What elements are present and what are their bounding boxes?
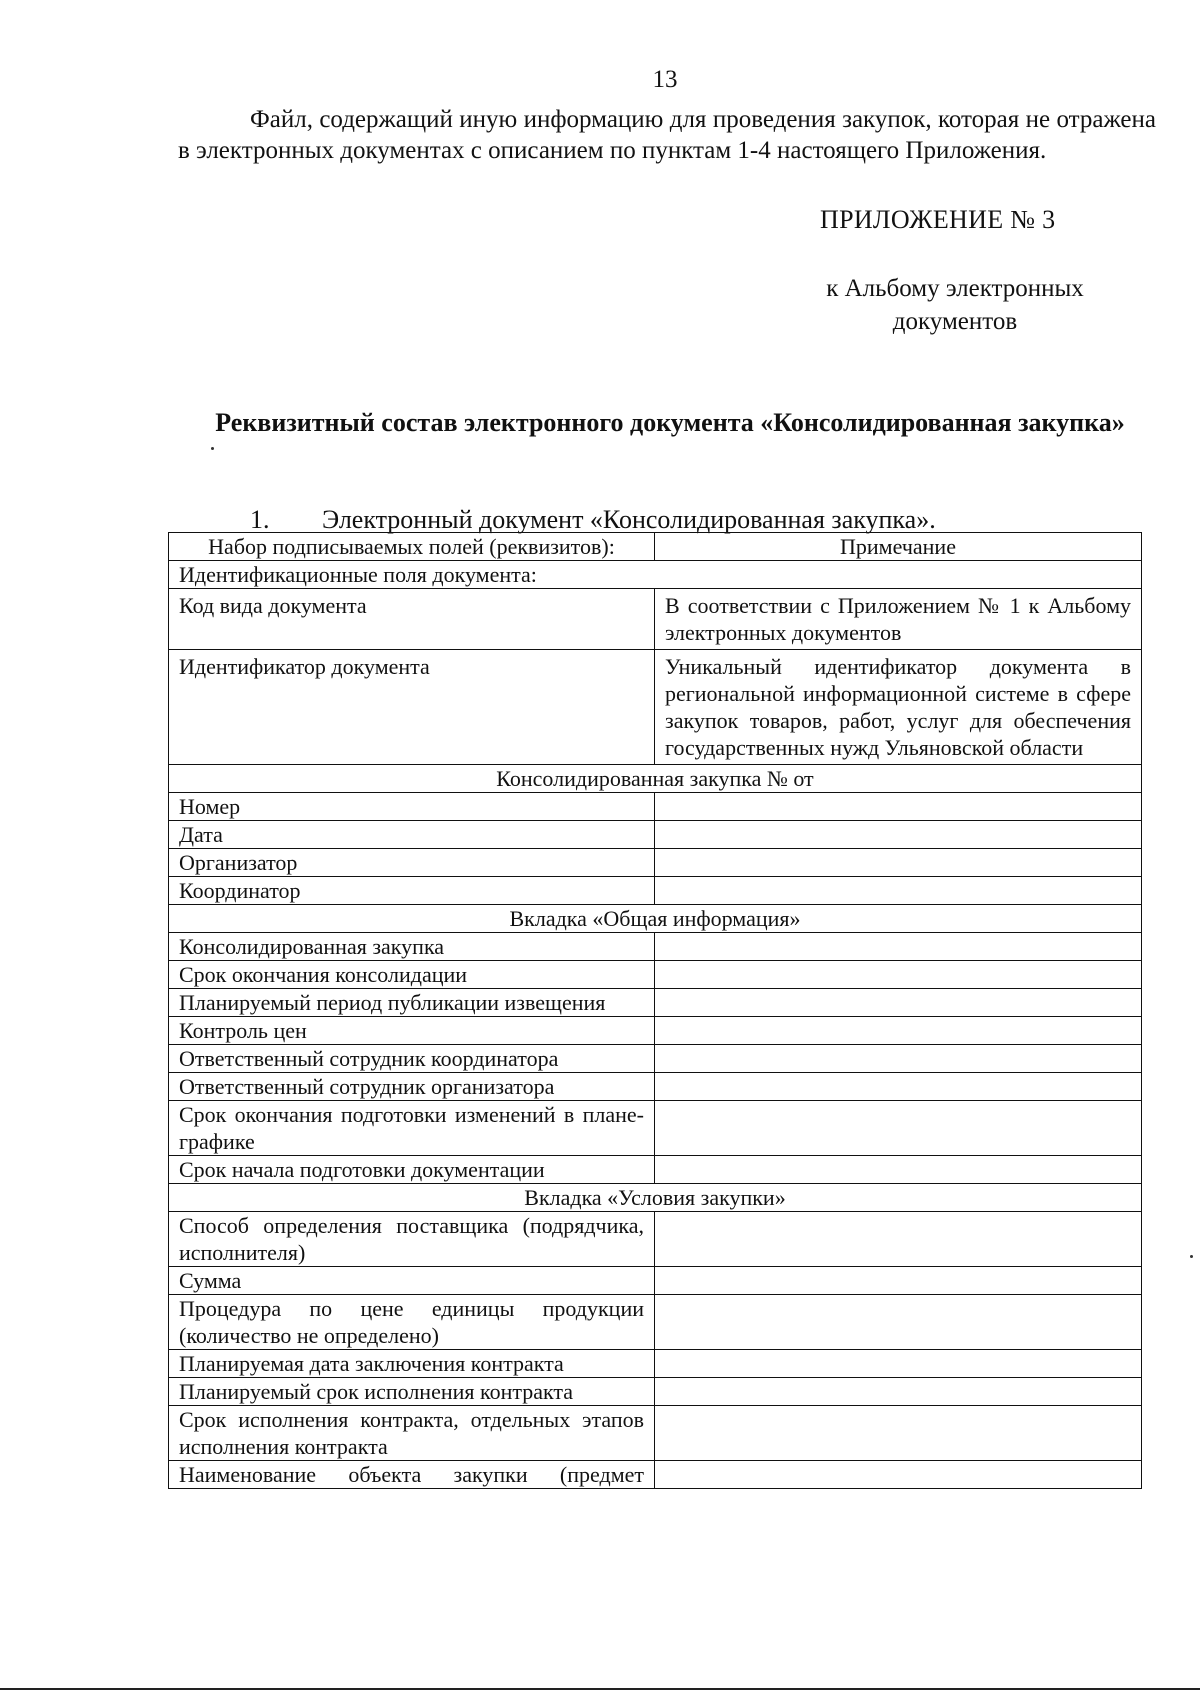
table-row [169,961,1142,989]
page-number: 13 [652,66,678,93]
note-cell [655,1406,1142,1461]
table-row [169,933,1142,961]
note-cell [655,849,1142,877]
field-cell: Срок исполнения контракта, отдельных этапов исполнения контракта [169,1406,655,1461]
field-cell: Номер [169,793,655,821]
field-cell: Планируемая дата заключения контракта [169,1350,655,1378]
note-cell [655,1212,1142,1267]
field-cell: Код вида документа [169,589,655,650]
note-cell [655,961,1142,989]
note-cell [655,877,1142,905]
table-header-row [169,533,1142,561]
note-cell [655,1101,1142,1156]
field-cell: Идентификатор документа [169,650,655,765]
note-cell [655,1073,1142,1101]
field-cell: Планируемый срок исполнения контракта [169,1378,655,1406]
note-cell [655,933,1142,961]
scan-bottom-edge [0,1688,1200,1690]
note-cell [655,1295,1142,1350]
table-row [169,849,1142,877]
table-row [169,589,1142,650]
group-title-row [169,765,1142,793]
section-number: 1. [250,505,270,534]
note-cell [655,1461,1142,1489]
appendix-subtitle: к Альбому электронных документов [826,275,1084,335]
table-row [169,1350,1142,1378]
note-cell [655,1267,1142,1295]
table-row [169,821,1142,849]
field-cell: Сумма [169,1267,655,1295]
field-cell: Процедура по цене единицы продукции (количество не определено) [169,1295,655,1350]
field-cell: Ответственный сотрудник координатора [169,1045,655,1073]
table-row [169,877,1142,905]
header-fields: Набор подписываемых полей (реквизитов): [169,533,655,561]
requisites-table [168,532,1142,1489]
note-cell: Уникальный идентификатор документа в региональной информационной системе в сфере закупок товаров, работ, услуг для обеспечения государственных нужд Ульяновской области [655,650,1142,765]
table-row [169,650,1142,765]
table-row [169,1073,1142,1101]
field-cell: Ответственный сотрудник организатора [169,1073,655,1101]
table-row [169,1406,1142,1461]
table-row [169,1461,1142,1489]
section-title: Электронный документ «Консолидированная закупка». [322,505,936,534]
field-cell: Планируемый период публикации извещения [169,989,655,1017]
field-cell: Срок окончания консолидации [169,961,655,989]
header-notes: Примечание [655,533,1142,561]
field-cell: Срок начала подготовки документации [169,1156,655,1184]
field-cell: Организатор [169,849,655,877]
field-cell: Дата [169,821,655,849]
note-cell [655,989,1142,1017]
field-cell: Наименование объекта закупки (предмет [169,1461,655,1489]
group-title-row [169,905,1142,933]
group-title: Консолидированная закупка № от [169,765,1142,793]
table-row [169,1295,1142,1350]
note-cell [655,1017,1142,1045]
table-row [169,1017,1142,1045]
table-row [169,1101,1142,1156]
scan-speck [211,447,214,450]
field-cell: Координатор [169,877,655,905]
note-cell [655,1378,1142,1406]
table-row [169,1378,1142,1406]
id-section-title: Идентификационные поля документа: [169,561,1142,589]
field-cell: Консолидированная закупка [169,933,655,961]
table-row [169,1212,1142,1267]
intro-paragraph: Файл, содержащий иную информацию для проведения закупок, которая не отражена в электронных документах с описанием по пунктам 1-4 настоящего Приложения. [178,106,1156,164]
appendix-title: ПРИЛОЖЕНИЕ № 3 [820,205,1056,234]
section-row [169,561,1142,589]
note-cell [655,1045,1142,1073]
note-cell [655,793,1142,821]
note-cell: В соответствии с Приложением № 1 к Альбому электронных документов [655,589,1142,650]
field-cell: Контроль цен [169,1017,655,1045]
note-cell [655,1350,1142,1378]
document-heading: Реквизитный состав электронного документа «Консолидированная закупка» [215,408,1125,437]
group-title: Вкладка «Условия закупки» [169,1184,1142,1212]
section-heading [250,505,936,535]
group-title: Вкладка «Общая информация» [169,905,1142,933]
note-cell [655,1156,1142,1184]
scan-speck [1190,1255,1193,1258]
table-row [169,793,1142,821]
group-title-row [169,1184,1142,1212]
field-cell: Срок окончания подготовки изменений в плане-графике [169,1101,655,1156]
table-row [169,1267,1142,1295]
field-cell: Способ определения поставщика (подрядчика, исполнителя) [169,1212,655,1267]
table-row [169,989,1142,1017]
table-row [169,1045,1142,1073]
note-cell [655,821,1142,849]
table-row [169,1156,1142,1184]
